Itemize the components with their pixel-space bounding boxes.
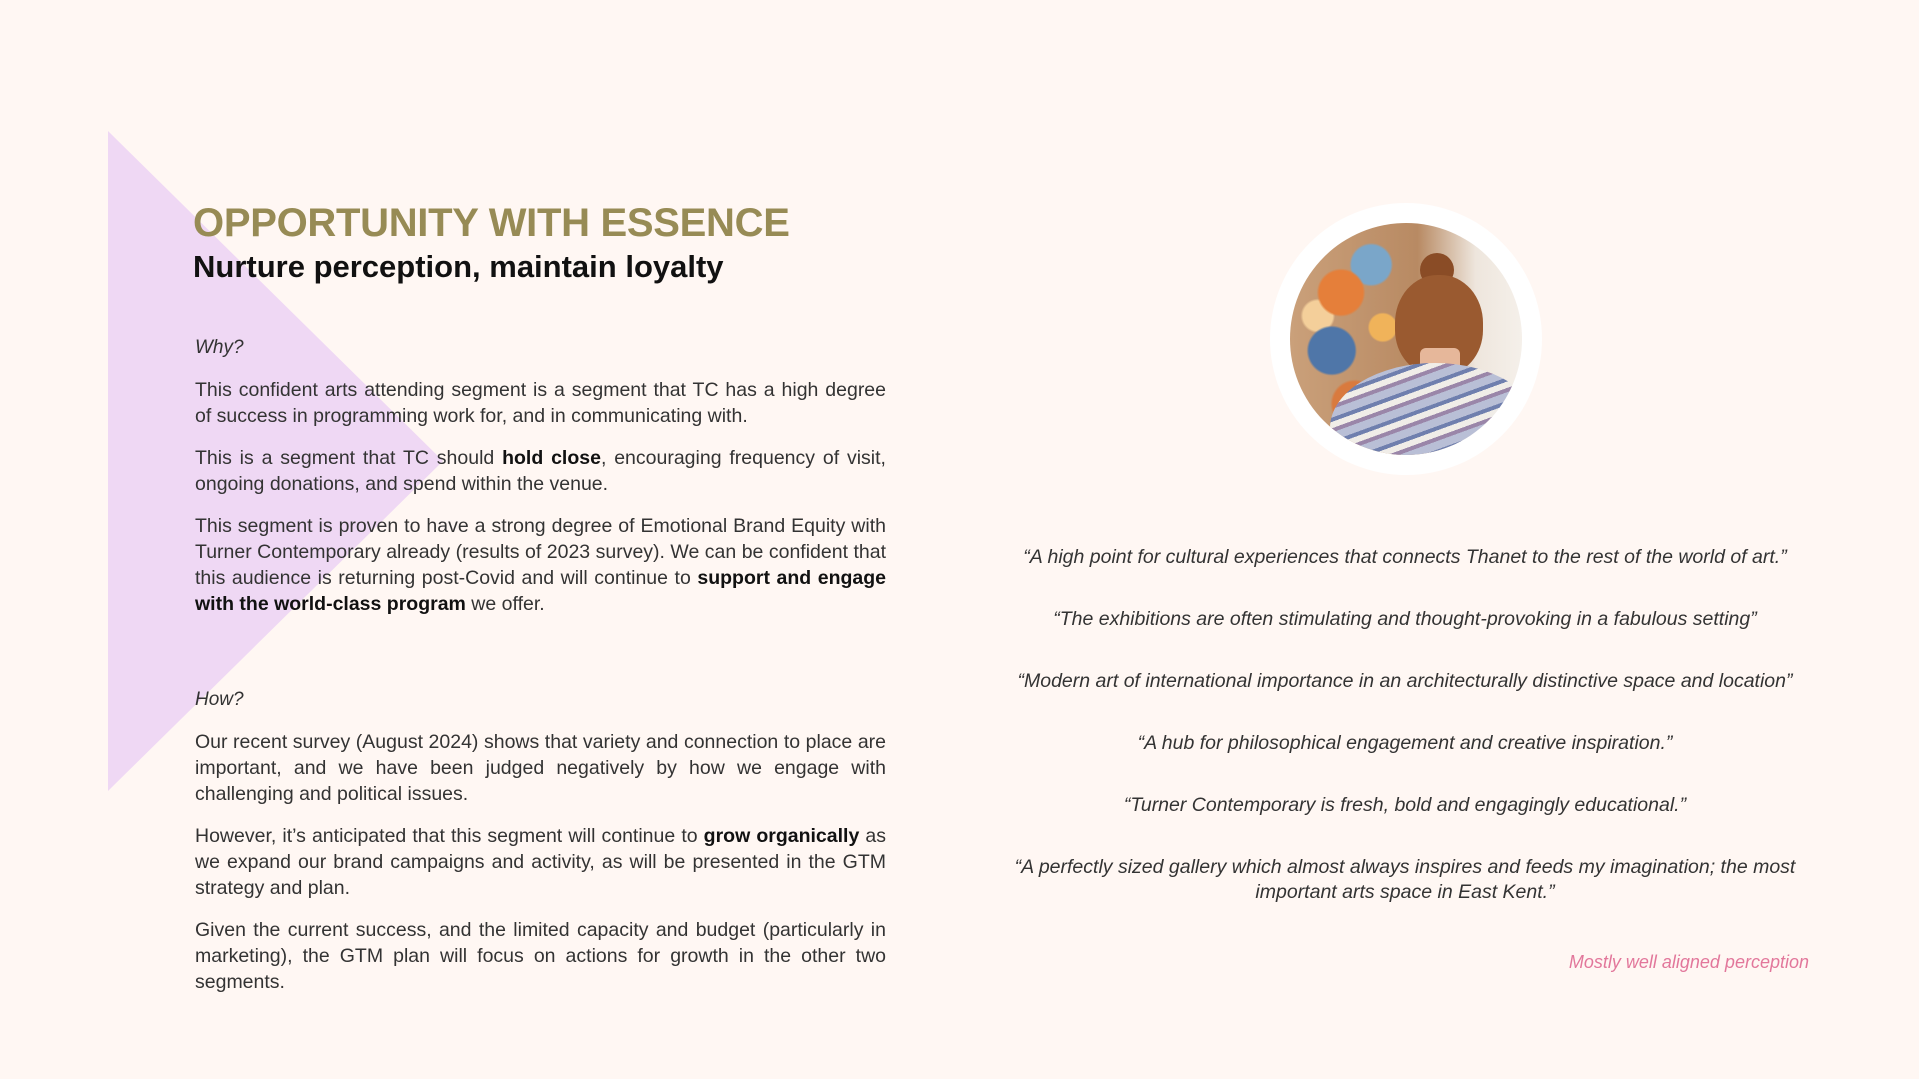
photo-detail: [1330, 363, 1522, 455]
why-paragraph-1: This confident arts attending segment is a segment that TC has a high degree of success in programming work for, and in communicating with.: [195, 379, 886, 428]
quotes-list: [990, 545, 1820, 942]
quote-item: “Turner Contemporary is fresh, bold and engagingly educational.”: [1123, 794, 1687, 816]
why-paragraph-2: [195, 445, 886, 497]
how-label: How?: [195, 689, 244, 711]
page-subtitle: Nurture perception, maintain loyalty: [193, 249, 724, 284]
photo-frame: [1270, 203, 1542, 475]
why-label: Why?: [195, 337, 244, 359]
how-paragraph-3: Given the current success, and the limited capacity and budget (particularly in marketing), the GTM plan will focus on actions for growth in the other two segments.: [195, 919, 886, 994]
emphasis-text: support and engage with the world-class program: [195, 567, 886, 616]
text-run: This is a segment that TC should: [195, 447, 503, 470]
quote-item: “A perfectly sized gallery which almost always inspires and feeds my imagination; the most important arts space in East Kent.”: [1014, 856, 1796, 903]
why-section: [193, 337, 886, 617]
text-run: However, it’s anticipated that this segment will continue to: [195, 825, 704, 848]
text-run: This segment is proven to have a strong degree of Emotional Brand Equity with Turner Contemporary already (results of 2023 survey). We can be confident that this audience is returning post-Covid and will continue to: [195, 515, 886, 590]
why-paragraph-3: [195, 513, 886, 617]
text-run: we offer.: [465, 593, 545, 616]
emphasis-text: grow organically: [703, 825, 860, 848]
how-section: [193, 689, 886, 995]
quote-item: “Modern art of international importance in an architecturally distinctive space and location”: [1017, 670, 1793, 692]
how-paragraph-1: Our recent survey (August 2024) shows that variety and connection to place are important, and we have been judged negatively by how we engage with challenging and political issues.: [195, 731, 886, 806]
quote-item: “The exhibitions are often stimulating and thought-provoking in a fabulous setting”: [1053, 608, 1757, 630]
perception-note: Mostly well aligned perception: [1568, 952, 1809, 972]
emphasis-text: hold close: [502, 447, 601, 470]
how-paragraph-2: [195, 823, 886, 901]
quote-item: “A hub for philosophical engagement and creative inspiration.”: [1137, 732, 1673, 754]
text-run: , encouraging frequency of visit, ongoing donations, and spend within the venue.: [195, 447, 886, 496]
left-column: [193, 200, 886, 1011]
visitor-photo: [1290, 223, 1522, 455]
page-title: OPPORTUNITY WITH ESSENCE: [193, 201, 790, 245]
text-run: as we expand our brand campaigns and activity, as will be presented in the GTM strategy and plan.: [195, 825, 887, 900]
quote-item: “A high point for cultural experiences that connects Thanet to the rest of the world of art.”: [1023, 546, 1787, 568]
